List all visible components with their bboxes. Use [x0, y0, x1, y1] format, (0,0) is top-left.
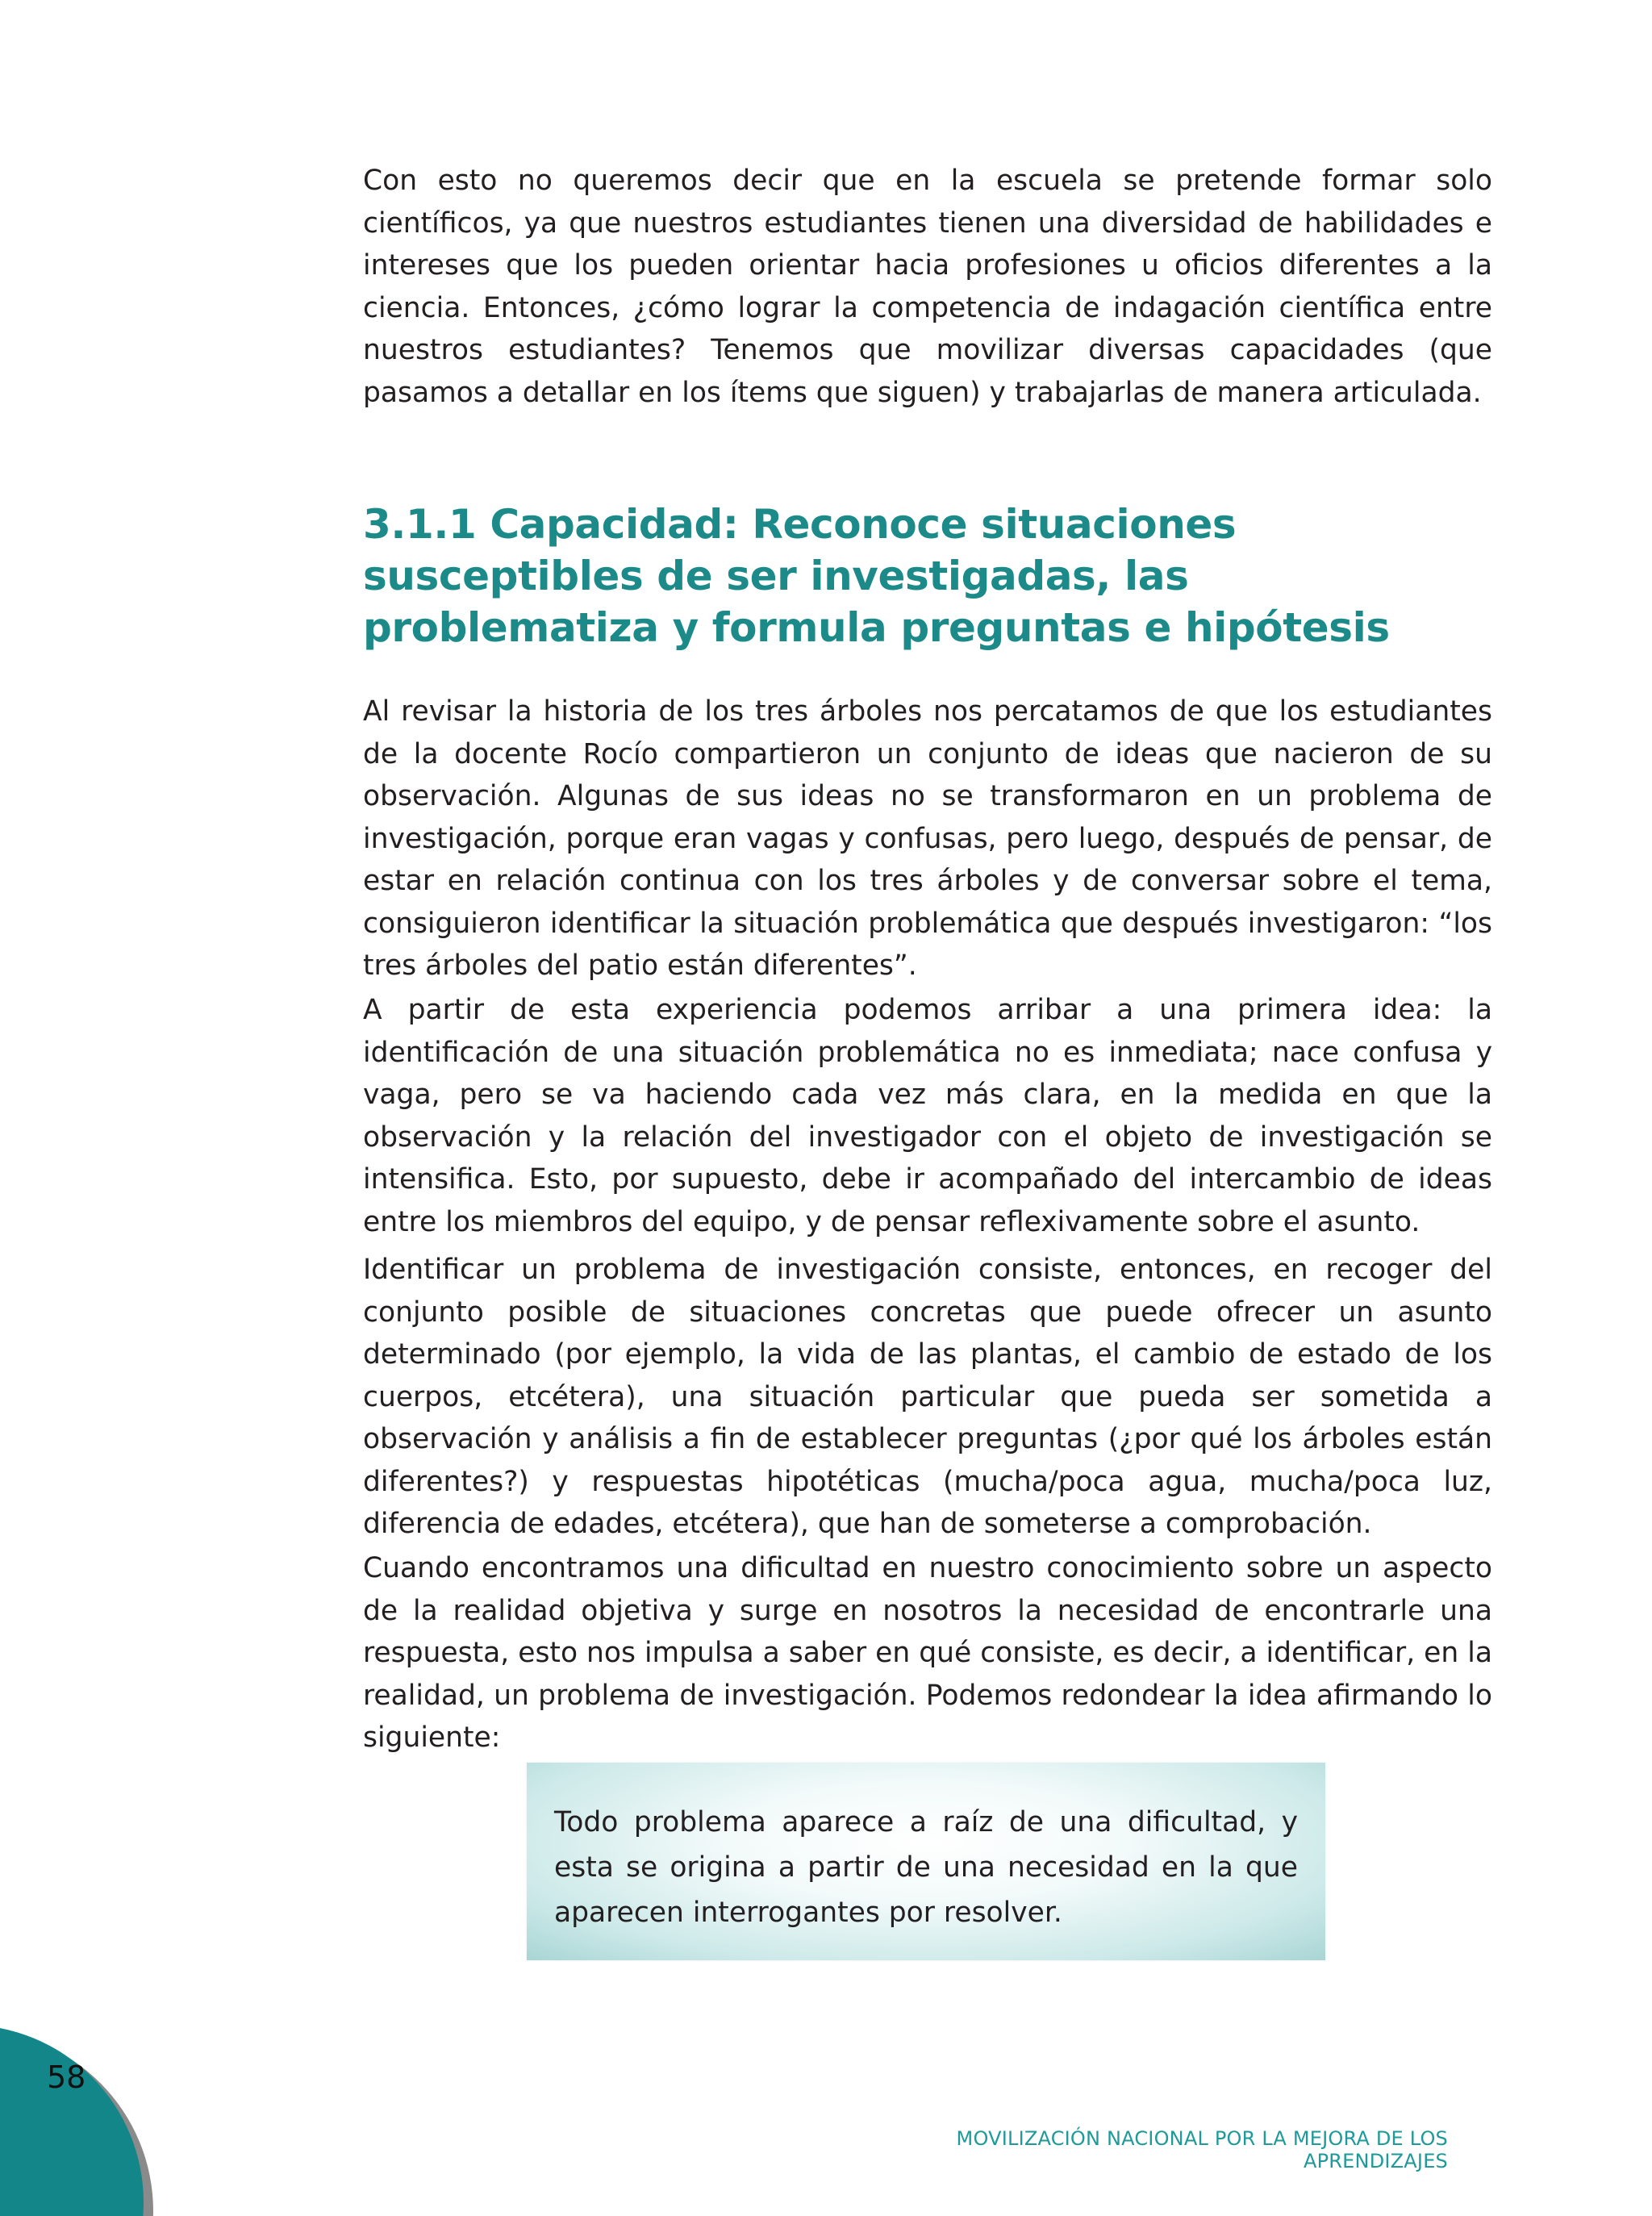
page-corner-decoration [0, 2025, 161, 2216]
paragraph-dificultad: Cuando encontramos una dificultad en nuestro conocimiento sobre un aspecto de la realidad objetiva y surge en nosotros la necesidad de encontrarle una respuesta, esto nos impulsa a saber en qué consiste, es decir, a identificar, en la realidad, un problema de investigación. Podemos redondear la idea afirmando lo siguiente: [363, 1552, 1492, 1754]
corner-disc [0, 2025, 144, 2216]
callout-text: Todo problema aparece a raíz de una dificultad, y esta se origina a partir de una necesidad en la que aparecen interrogantes por resolver. [554, 1806, 1298, 1929]
paragraph-intro: Con esto no queremos decir que en la escuela se pretende formar solo científicos, ya que nuestros estudiantes tienen una diversidad de habilidades e intereses que los pueden orientar hacia profesiones u oficios diferentes a la ciencia. Entonces, ¿cómo lograr la competencia de indagación científica entre nuestros estudiantes? Tenemos que movilizar diversas capacidades (que pasamos a detallar en los ítems que siguen) y trabajarlas de manera articulada. [363, 165, 1492, 409]
page-number: 58 [47, 2060, 86, 2095]
section-heading: 3.1.1 Capacidad: Reconoce situaciones susceptibles de ser investigadas, las problematiza y formula preguntas e hipótesis [363, 501, 1390, 651]
paragraph-identificar-problema: Identificar un problema de investigación consiste, entonces, en recoger del conjunto posible de situaciones concretas que puede ofrecer un asunto determinado (por ejemplo, la vida de las plantas, el cambio de estado de los cuerpos, etcétera), una situación particular que pueda ser sometida a observación y análisis a fin de establecer preguntas (¿por qué los árboles están diferentes?) y respuestas hipotéticas (mucha/poca agua, mucha/poca luz, diferencia de edades, etcétera), que han de someterse a comprobación. [363, 1254, 1492, 1540]
paragraph-primera-idea: A partir de esta experiencia podemos arribar a una primera idea: la identificación de una situación problemática no es inmediata; nace confusa y vaga, pero se va haciendo cada vez más clara, en la medida en que la observación y la relación del investigador con el objeto de investigación se intensifica. Esto, por supuesto, debe ir acompañado del intercambio de ideas entre los miembros del equipo, y de pensar reflexivamente sobre el asunto. [363, 994, 1492, 1238]
running-footer: MOVILIZACIÓN NACIONAL POR LA MEJORA DE LOS APRENDIZAJES [956, 2127, 1448, 2172]
paragraph-tres-arboles: Al revisar la historia de los tres árboles nos percatamos de que los estudiantes de la docente Rocío compartieron un conjunto de ideas que nacieron de su observación. Algunas de sus ideas no se transformaron en un problema de investigación, porque eran vagas y confusas, pero luego, después de pensar, de estar en relación continua con los tres árboles y de conversar sobre el tema, consiguieron identificar la situación problemática que después investigaron: “los tres árboles del patio están diferentes”. [363, 695, 1492, 982]
callout-box [527, 1763, 1325, 1960]
